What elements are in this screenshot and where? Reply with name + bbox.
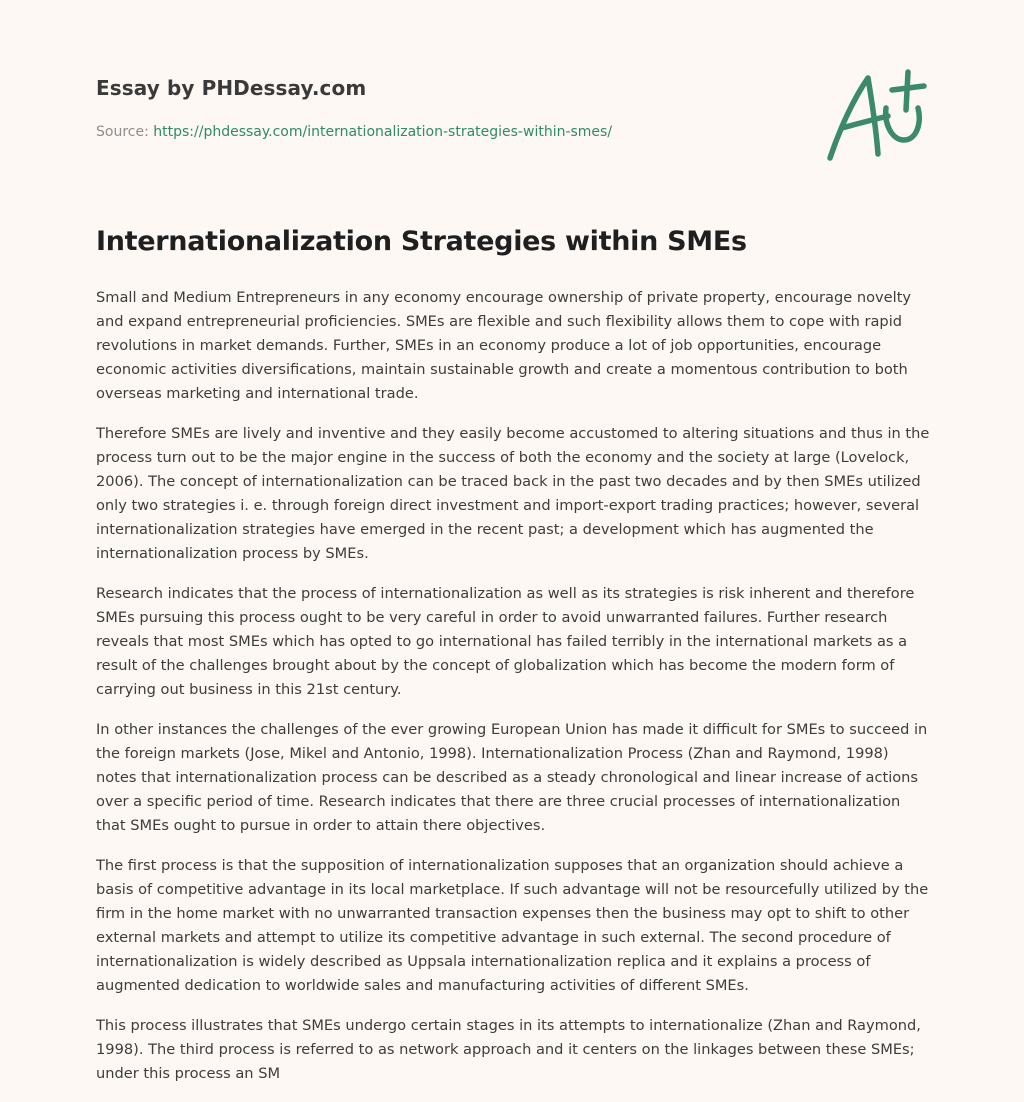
site-title: Essay by PHDessay.com xyxy=(96,76,367,100)
source-line xyxy=(96,124,612,140)
essay-paragraph: Small and Medium Entrepreneurs in any economy encourage ownership of private property, encourage novelty and expand entrepreneurial proficiencies. SMEs are flexible and such flexibility allows them to cope with rapid revolutions in market demands. Further, SMEs in an economy produce a lot of job opportunities, encourage economic activities diversifications, maintain sustainable growth and create a momentous contribution to both overseas marketing and international trade. xyxy=(96,289,912,402)
source-link[interactable]: https://phdessay.com/internationalization-strategies-within-smes/ xyxy=(153,124,613,140)
essay-title: Internationalization Strategies within SMEs xyxy=(96,226,747,257)
essay-paragraph: This process illustrates that SMEs undergo certain stages in its attempts to internationalize (Zhan and Raymond, 1998). The third process is referred to as network approach and it centers on the linkages between these SMEs; under this process an SM xyxy=(96,1017,921,1082)
essay-paragraph: Therefore SMEs are lively and inventive and they easily become accustomed to altering situations and thus in the process turn out to be the major engine in the success of both the economy and the society at large (Lovelock, 2006). The concept of internationalization can be traced back in the past two decades and by then SMEs utilized only two strategies i. e. through foreign direct investment and import-export trading practices; however, several internationalization strategies have emerged in the recent past; a development which has augmented the internationalization process by SMEs. xyxy=(96,425,930,562)
essay-body xyxy=(96,286,932,1102)
essay-paragraph: The first process is that the supposition of internationalization supposes that an organization should achieve a basis of competitive advantage in its local marketplace. If such advantage will not be resourcefully utilized by the firm in the home market with no unwarranted transaction expenses then the business may opt to shift to other external markets and attempt to utilize its competitive advantage in such external. The second procedure of internationalization is widely described as Uppsala internationalization replica and it explains a process of augmented dedication to worldwide sales and manufacturing activities of different SMEs. xyxy=(96,857,929,994)
essay-paragraph: In other instances the challenges of the ever growing European Union has made it difficult for SMEs to succeed in the foreign markets (Jose, Mikel and Antonio, 1998). Internationalization Process (Zhan and Raymond, 1998) notes that internationalization process can be described as a steady chronological and linear increase of actions over a specific period of time. Research indicates that there are three crucial processes of internationalization that SMEs ought to pursue in order to attain there objectives. xyxy=(96,721,928,834)
source-label: Source: xyxy=(96,124,149,140)
essay-paragraph: Research indicates that the process of internationalization as well as its strategies is risk inherent and therefore SMEs pursuing this process ought to be very careful in order to avoid unwarranted failures. Further research reveals that most SMEs which has opted to go international has failed terribly in the international markets as a result of the challenges brought about by the concept of globalization which has become the modern form of carrying out business in this 21st century. xyxy=(96,585,915,698)
a-plus-grade-icon xyxy=(818,66,930,166)
